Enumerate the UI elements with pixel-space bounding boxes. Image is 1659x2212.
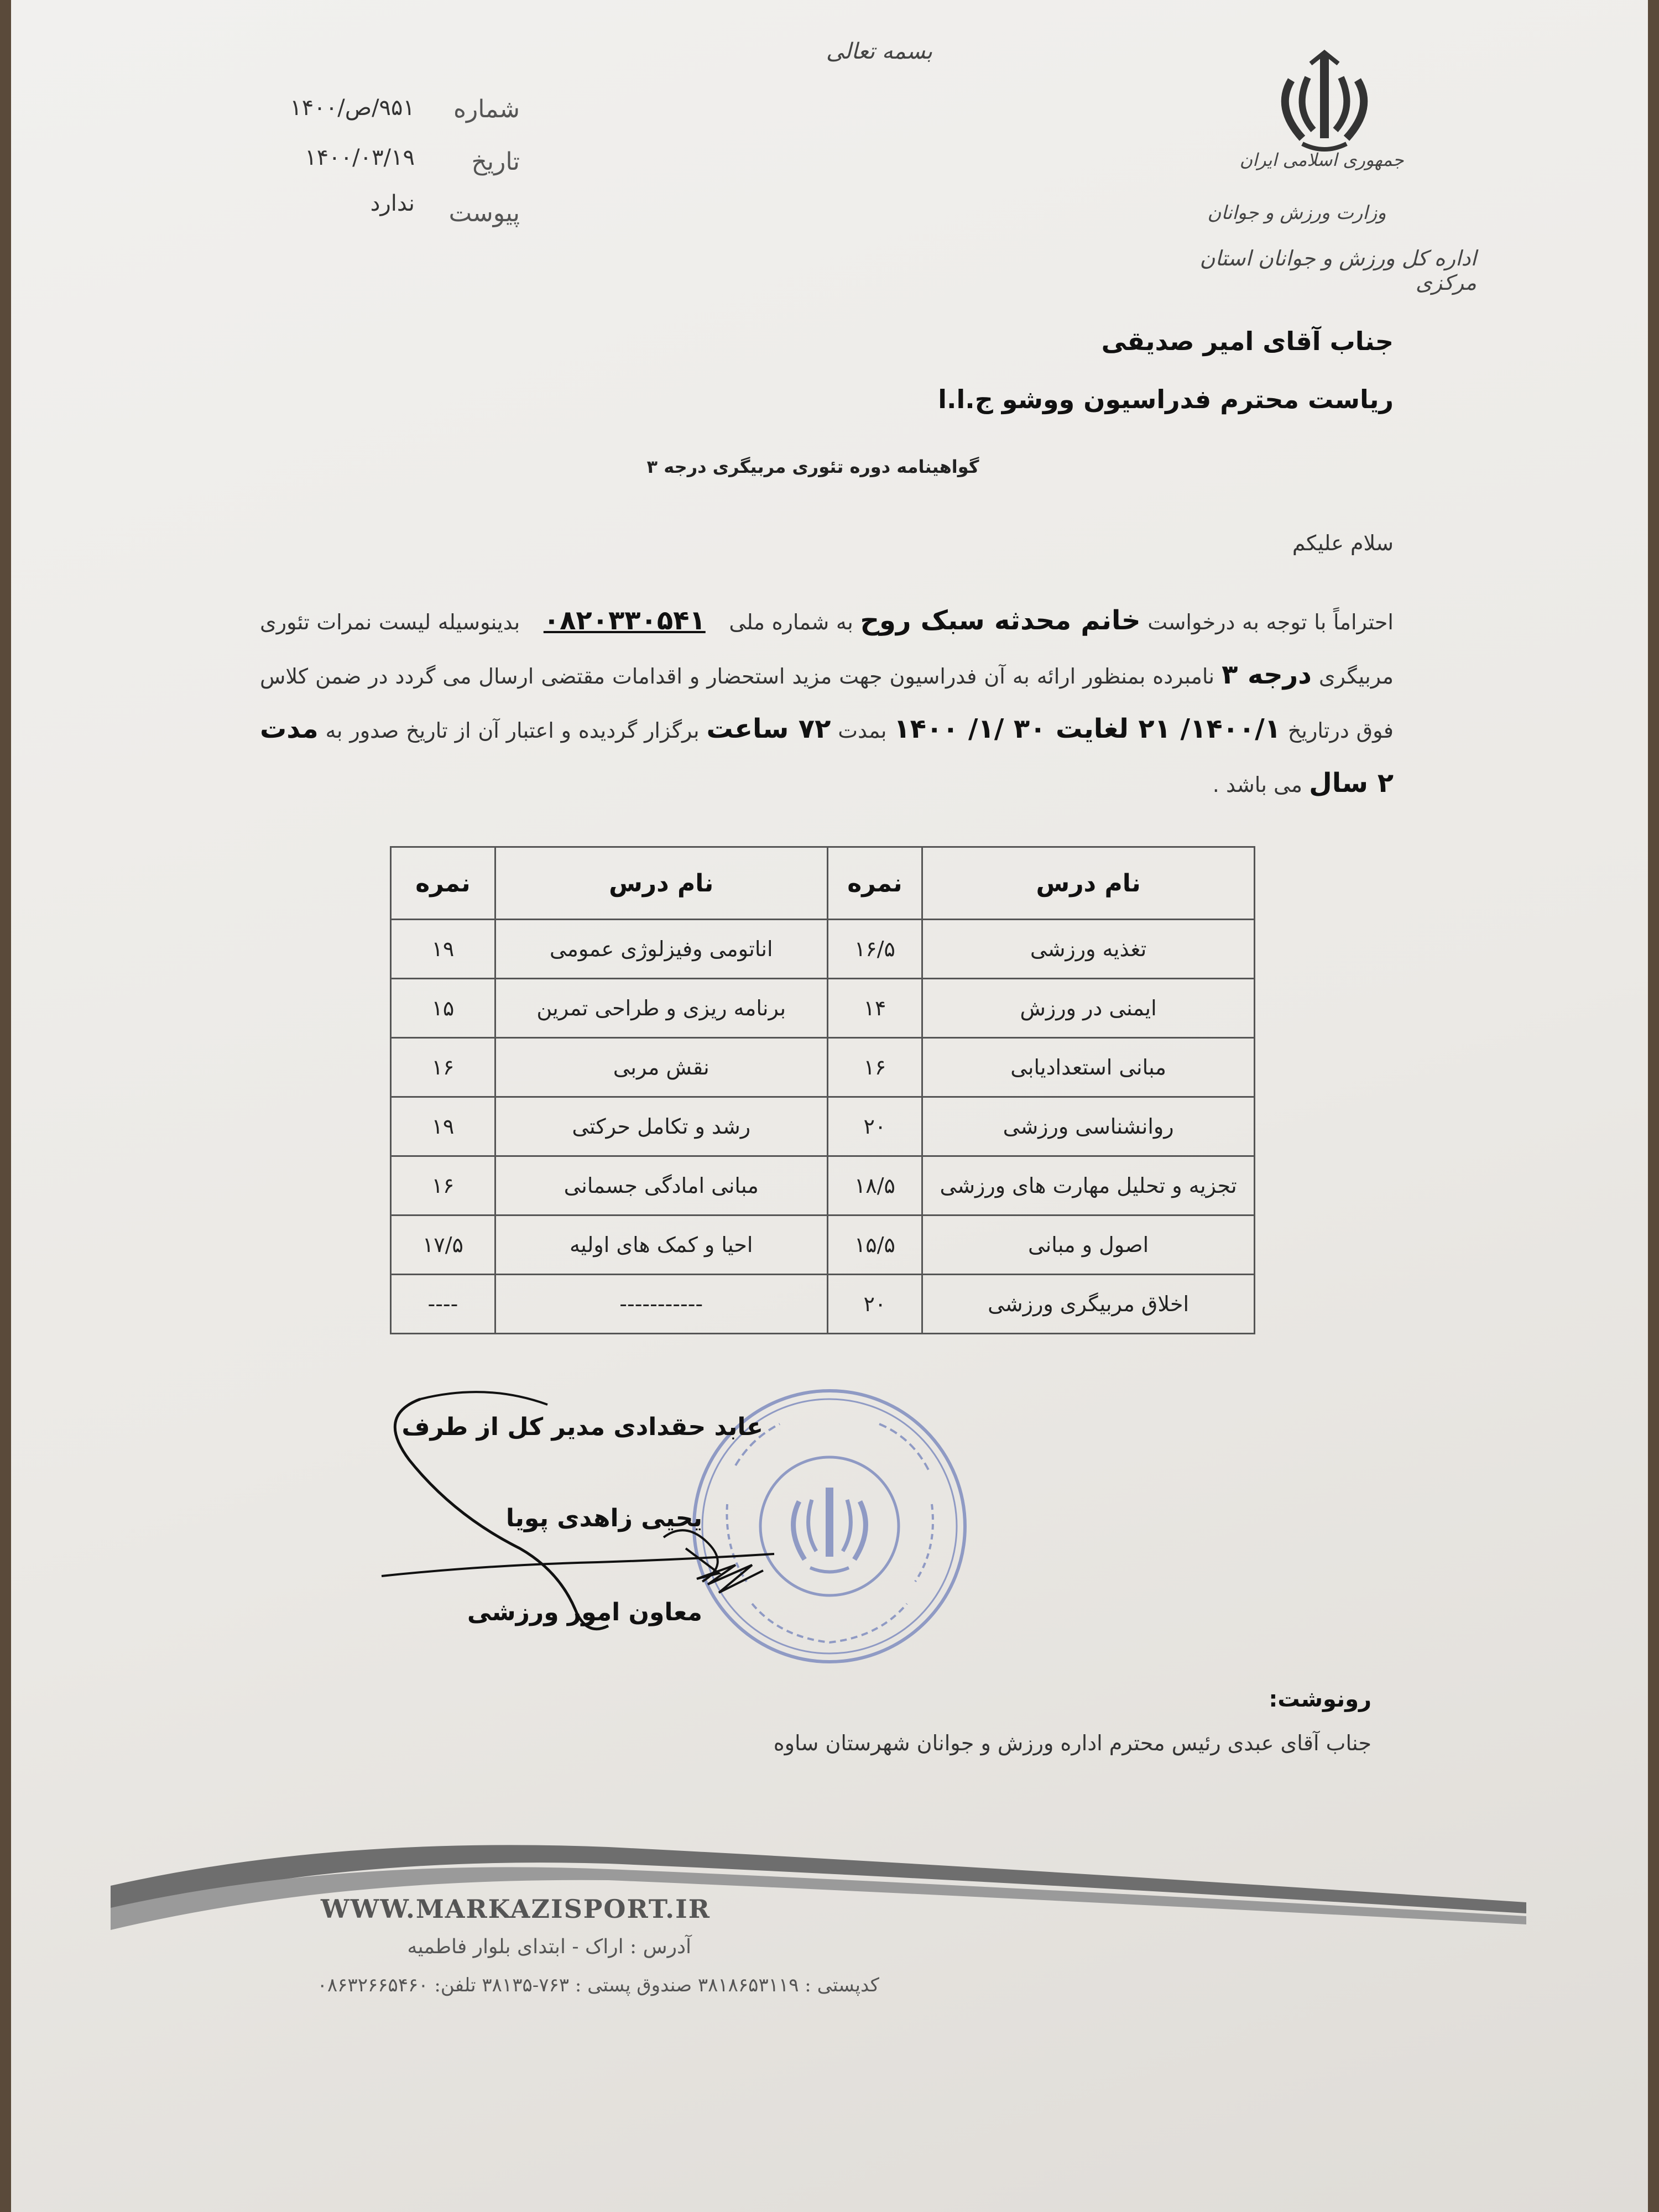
course-cell: اخلاق مربیگری ورزشی <box>922 1275 1255 1334</box>
recipient-title: ریاست محترم فدراسیون ووشو ج.ا.ا <box>938 384 1394 414</box>
org-line-province: اداره کل ورزش و جوانان استان مرکزی <box>1199 246 1477 295</box>
course-hours: ۷۲ ساعت <box>706 713 831 744</box>
course-cell: ایمنی در ورزش <box>922 979 1255 1038</box>
table-row <box>391 979 1255 1038</box>
score-cell: ۱۵ <box>391 979 495 1038</box>
table-row <box>391 1215 1255 1275</box>
body-text: می باشد . <box>1212 773 1303 797</box>
table-row <box>391 1097 1255 1156</box>
score-cell: ۱۶ <box>391 1156 495 1215</box>
score-cell: ۱۹ <box>391 1097 495 1156</box>
body-paragraph <box>260 594 1394 811</box>
national-id: ۰۸۲۰۳۳۰۵۴۱ <box>543 605 706 636</box>
table-row <box>391 1156 1255 1215</box>
header-score: نمره <box>391 847 495 920</box>
body-text: مربیگری <box>1318 664 1394 688</box>
score-cell: ۱۶ <box>827 1038 922 1097</box>
org-line-country: جمهوری اسلامی ایران <box>1239 149 1404 170</box>
validity-period: مدت ۲ سال <box>260 713 1394 799</box>
signature-director-line: عابد حقدادی مدیر کل از طرف <box>401 1413 763 1441</box>
score-cell: ۲۰ <box>827 1097 922 1156</box>
score-cell: ۱۵/۵ <box>827 1215 922 1275</box>
course-cell: مبانی استعدادیابی <box>922 1038 1255 1097</box>
attachment-value: ندارد <box>370 191 415 216</box>
score-cell: ۱۷/۵ <box>391 1215 495 1275</box>
body-text: به شماره ملی <box>729 610 853 634</box>
course-cell: اصول و مبانی <box>922 1215 1255 1275</box>
header-course: نام درس <box>922 847 1255 920</box>
score-cell: ۱۴ <box>827 979 922 1038</box>
number-value: ۹۵۱/ص/۱۴۰۰ <box>290 95 415 121</box>
recipient-name: جناب آقای امیر صدیقی <box>1101 326 1394 356</box>
body-text: احتراماً با توجه به درخواست <box>1147 610 1394 634</box>
attachment-label: پیوست <box>448 199 520 227</box>
signature-title: معاون امور ورزشی <box>467 1598 702 1626</box>
course-cell: برنامه ریزی و طراحی تمرین <box>495 979 827 1038</box>
course-cell: تجزیه و تحلیل مهارت های ورزشی <box>922 1156 1255 1215</box>
date-value: ۱۴۰۰/۰۳/۱۹ <box>305 145 415 170</box>
applicant-name: خانم محدثه سبک روح <box>860 605 1141 636</box>
course-cell: روانشناسی ورزشی <box>922 1097 1255 1156</box>
grades-table <box>390 846 1255 1334</box>
score-cell: ۱۶/۵ <box>827 920 922 979</box>
course-cell: تغذیه ورزشی <box>922 920 1255 979</box>
header-score: نمره <box>827 847 922 920</box>
body-text: به <box>325 718 343 743</box>
course-cell: احیا و کمک های اولیه <box>495 1215 827 1275</box>
footer-website[interactable]: WWW.MARKAZISPORT.IR <box>321 1894 711 1924</box>
subject-line: گواهینامه دوره تئوری مربیگری درجه ۳ <box>646 456 979 477</box>
score-cell: ---- <box>391 1275 495 1334</box>
body-text: نامبرده بمنظور ارائه به آن فدراسیون جهت مزید استحضار و اقدامات مقتضی ارسال می گردد در ضمن <box>315 664 1215 688</box>
letter-page <box>11 0 1648 2212</box>
table-row <box>391 1038 1255 1097</box>
date-label: تاریخ <box>471 148 520 176</box>
greeting: سلام علیکم <box>1292 531 1394 555</box>
table-header-row <box>391 847 1255 920</box>
course-cell: رشد و تکامل حرکتی <box>495 1097 827 1156</box>
table-row <box>391 1275 1255 1334</box>
score-cell: ۱۶ <box>391 1038 495 1097</box>
signature-name: یحیی زاهدی پویا <box>505 1504 702 1532</box>
score-cell: ۲۰ <box>827 1275 922 1334</box>
cc-line: جناب آقای عبدی رئیس محترم اداره ورزش و جوانان شهرستان ساوه <box>773 1731 1371 1755</box>
body-text: کلاس فوق درتاریخ <box>260 664 1394 743</box>
body-text: بدینوسیله لیست نمرات تئوری <box>260 610 520 634</box>
iran-emblem-icon <box>1269 47 1380 158</box>
footer-contact: کدپستی : ۳۸۱۸۶۵۳۱۱۹ صندوق پستی : ۷۶۳-۳۸۱۳۵ تلفن: ۰۸۶۳۲۶۶۵۴۶۰ <box>317 1974 879 1996</box>
basmala: بسمه تعالی <box>826 39 933 64</box>
body-text: بمدت <box>838 718 887 743</box>
course-dates: ۱۴۰۰/۱/ ۲۱ لغایت ۳۰ /۱/ ۱۴۰۰ <box>894 713 1281 744</box>
coach-grade: درجه ۳ <box>1222 659 1312 690</box>
body-text: برگزار گردیده و اعتبار آن از تاریخ صدور <box>349 718 700 743</box>
course-cell: نقش مربی <box>495 1038 827 1097</box>
course-cell: ----------- <box>495 1275 827 1334</box>
cc-label: رونوشت: <box>1269 1687 1371 1712</box>
course-cell: مبانی امادگی جسمانی <box>495 1156 827 1215</box>
course-cell: اناتومی وفیزلوژی عمومی <box>495 920 827 979</box>
number-label: شماره <box>453 95 520 123</box>
table-row <box>391 920 1255 979</box>
footer-address: آدرس : اراک - ابتدای بلوار فاطمیه <box>407 1936 691 1958</box>
score-cell: ۱۸/۵ <box>827 1156 922 1215</box>
score-cell: ۱۹ <box>391 920 495 979</box>
header-course: نام درس <box>495 847 827 920</box>
org-line-ministry: وزارت ورزش و جوانان <box>1207 202 1386 224</box>
